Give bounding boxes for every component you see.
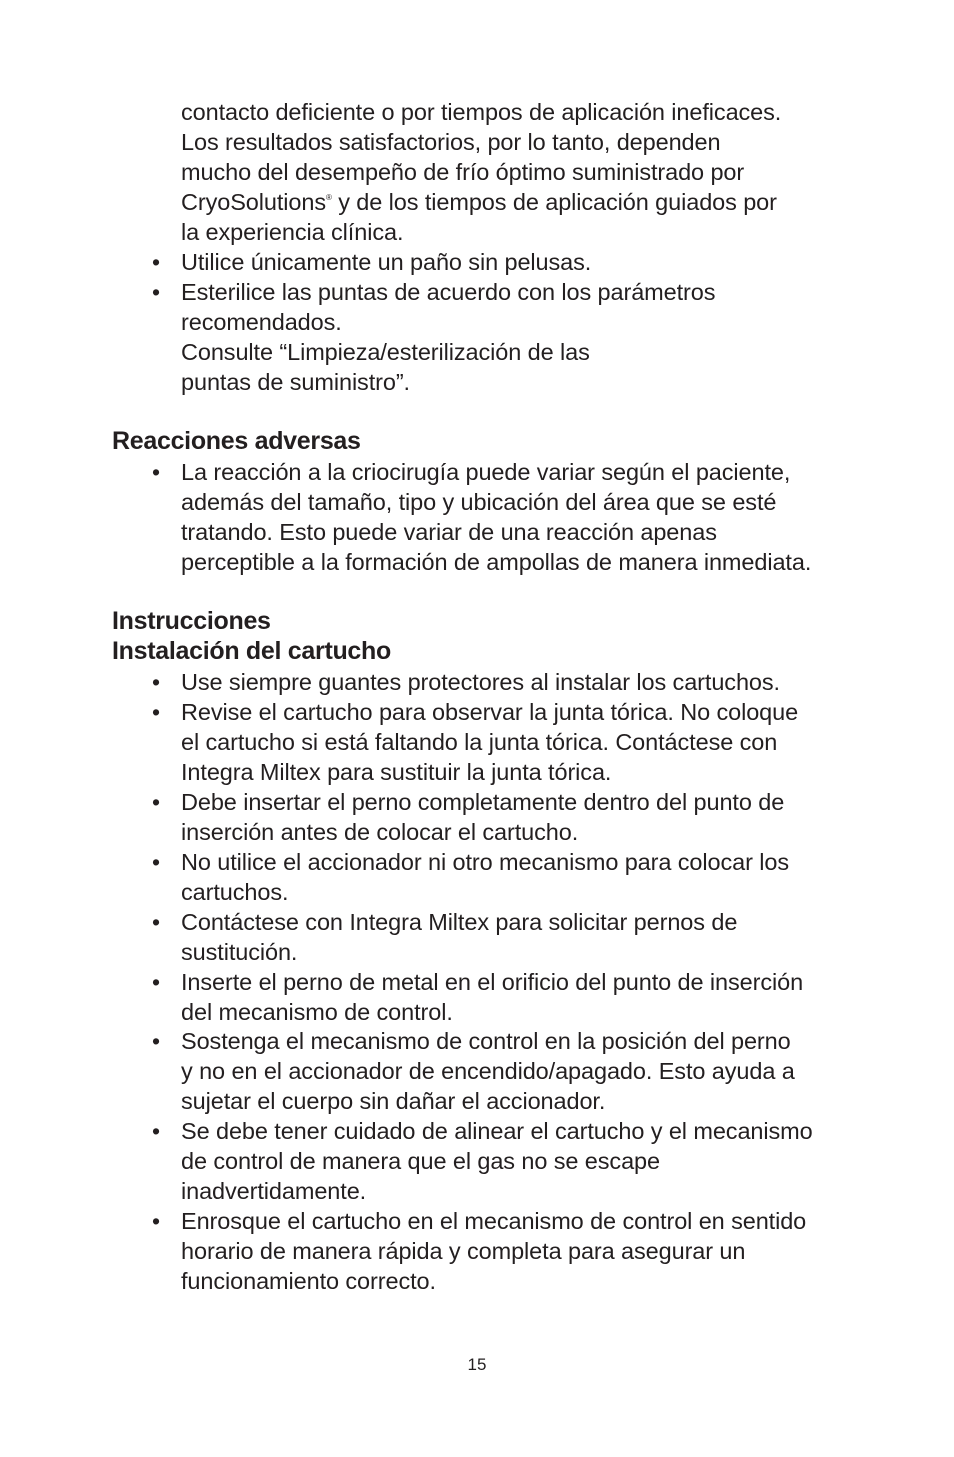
list-item-line: funcionamiento correcto. <box>181 1268 436 1294</box>
list-item-line: tratando. Esto puede variar de una reacción apenas <box>181 519 717 545</box>
bullet-glyph: • <box>152 279 161 305</box>
list-item-line: Enrosque el cartucho en el mecanismo de control en sentido <box>181 1208 807 1234</box>
bullet-glyph: • <box>152 909 161 935</box>
section-heading-instructions: Instrucciones <box>112 607 271 635</box>
list-item-line: cartuchos. <box>181 879 289 905</box>
bullet-glyph: • <box>152 1118 161 1144</box>
subsection-heading-cartridge: Instalación del cartucho <box>112 637 391 665</box>
paragraph-text: y de los tiempos de aplicación guiados por <box>331 189 777 215</box>
list-item-line: Revise el cartucho para observar la junta tórica. No coloque <box>181 699 799 725</box>
list-item-line: Se debe tener cuidado de alinear el cartucho y el mecanismo <box>181 1118 813 1144</box>
paragraph-line <box>181 187 777 217</box>
bullet-glyph: • <box>152 669 161 695</box>
list-item-line: y no en el accionador de encendido/apagado. Esto ayuda a <box>181 1058 795 1084</box>
bullet-glyph: • <box>152 969 161 995</box>
list-item-line: Utilice únicamente un paño sin pelusas. <box>181 249 592 275</box>
list-item-line: puntas de suministro”. <box>181 369 410 395</box>
paragraph-line: mucho del desempeño de frío óptimo suministrado por <box>181 159 745 185</box>
list-item-line: Contáctese con Integra Miltex para solicitar pernos de <box>181 909 738 935</box>
list-item-line: el cartucho si está faltando la junta tórica. Contáctese con <box>181 729 778 755</box>
list-item-line: La reacción a la criocirugía puede variar según el paciente, <box>181 459 791 485</box>
bullet-glyph: • <box>152 849 161 875</box>
bullet-glyph: • <box>152 249 161 275</box>
list-item-line: del mecanismo de control. <box>181 999 453 1025</box>
list-item-line: Integra Miltex para sustituir la junta tórica. <box>181 759 612 785</box>
paragraph-line: la experiencia clínica. <box>181 219 404 245</box>
list-item-line: Sostenga el mecanismo de control en la posición del perno <box>181 1028 791 1054</box>
bullet-glyph: • <box>152 1208 161 1234</box>
bullet-glyph: • <box>152 789 161 815</box>
page-number: 15 <box>467 1355 487 1374</box>
list-item-line: de control de manera que el gas no se escape <box>181 1148 660 1174</box>
list-item-line: Consulte “Limpieza/esterilización de las <box>181 339 590 365</box>
list-item-line: además del tamaño, tipo y ubicación del área que se esté <box>181 489 777 515</box>
list-item-line: perceptible a la formación de ampollas de manera inmediata. <box>181 549 812 575</box>
list-item-line: Debe insertar el perno completamente dentro del punto de <box>181 789 785 815</box>
section-heading-adverse: Reacciones adversas <box>112 427 361 455</box>
list-item-line: sujetar el cuerpo sin dañar el accionador. <box>181 1088 606 1114</box>
list-item-line: inserción antes de colocar el cartucho. <box>181 819 579 845</box>
brand-name: CryoSolutions <box>181 189 326 215</box>
list-item-line: Use siempre guantes protectores al instalar los cartuchos. <box>181 669 780 695</box>
list-item-line: horario de manera rápida y completa para asegurar un <box>181 1238 746 1264</box>
list-item-line: sustitución. <box>181 939 298 965</box>
list-item-line: inadvertidamente. <box>181 1178 367 1204</box>
list-item-line: Esterilice las puntas de acuerdo con los parámetros <box>181 279 716 305</box>
bullet-glyph: • <box>152 1028 161 1054</box>
list-item-line: Inserte el perno de metal en el orificio del punto de inserción <box>181 969 804 995</box>
paragraph-line: Los resultados satisfactorios, por lo tanto, dependen <box>181 129 721 155</box>
bullet-glyph: • <box>152 699 161 725</box>
list-item-line: recomendados. <box>181 309 342 335</box>
paragraph-line: contacto deficiente o por tiempos de aplicación ineficaces. <box>181 99 782 125</box>
registered-mark: ® <box>326 193 332 202</box>
bullet-glyph: • <box>152 459 161 485</box>
list-item-line: No utilice el accionador ni otro mecanismo para colocar los <box>181 849 790 875</box>
